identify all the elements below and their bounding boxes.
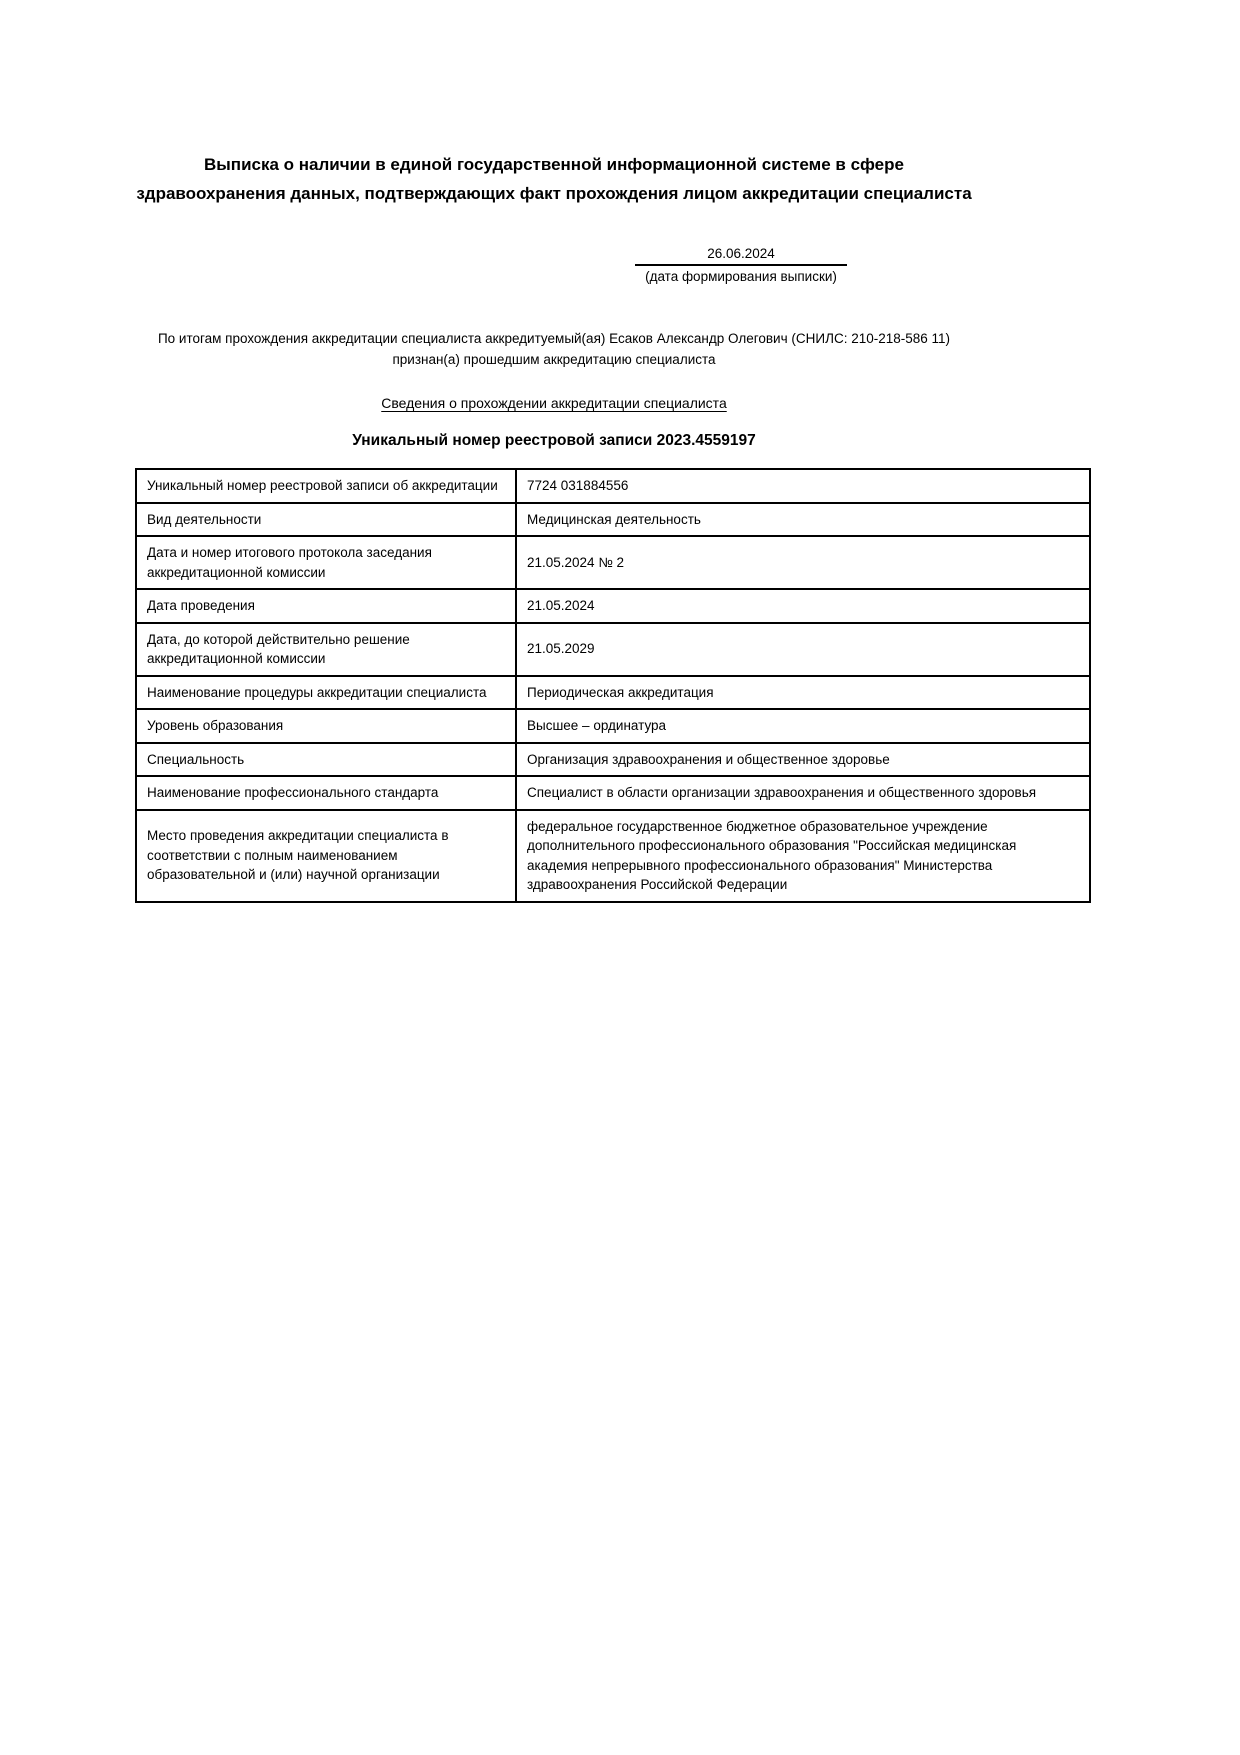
document-title: Выписка о наличии в единой государственной информационной системе в сфере здравоохранения данных, подтверждающих факт прохождения лицом аккредитации специалиста <box>136 155 972 203</box>
row-value: федеральное государственное бюджетное образовательное учреждение дополнительного профессионального образования "Российская медицинская академия непрерывного профессионального образования" Министерства здравоохранения Российской Федерации <box>516 810 1090 902</box>
table-row <box>136 469 1090 503</box>
table-row <box>136 743 1090 777</box>
section-heading: Сведения о прохождении аккредитации специалиста <box>381 395 727 411</box>
accreditation-table-body <box>136 469 1090 902</box>
table-row <box>136 709 1090 743</box>
registry-record-heading: Уникальный номер реестровой записи 2023.4559197 <box>352 432 756 449</box>
row-value: 21.05.2024 № 2 <box>516 536 1090 589</box>
row-value: Высшее – ординатура <box>516 709 1090 743</box>
table-row <box>136 776 1090 810</box>
table-row <box>136 503 1090 537</box>
issue-date-caption: (дата формирования выписки) <box>645 269 837 284</box>
table-row <box>136 623 1090 676</box>
row-value: Специалист в области организации здравоохранения и общественного здоровья <box>516 776 1090 810</box>
row-label: Место проведения аккредитации специалиста в соответствии с полным наименованием образовательной и (или) научной организации <box>136 810 516 902</box>
document-body <box>135 150 973 450</box>
summary-paragraph: По итогам прохождения аккредитации специалиста аккредитуемый(ая) Есаков Александр Олегович (СНИЛС: 210-218-586 11) признан(а) прошедшим аккредитацию специалиста <box>157 331 951 367</box>
row-label: Дата и номер итогового протокола заседания аккредитационной комиссии <box>136 536 516 589</box>
row-value: Медицинская деятельность <box>516 503 1090 537</box>
row-label: Наименование процедуры аккредитации специалиста <box>136 676 516 710</box>
row-value: 7724 031884556 <box>516 469 1090 503</box>
issue-date-block <box>635 246 847 284</box>
row-label: Уровень образования <box>136 709 516 743</box>
row-value: 21.05.2024 <box>516 589 1090 623</box>
row-label: Уникальный номер реестровой записи об аккредитации <box>136 469 516 503</box>
row-label: Специальность <box>136 743 516 777</box>
row-label: Вид деятельности <box>136 503 516 537</box>
table-row <box>136 536 1090 589</box>
row-value: 21.05.2029 <box>516 623 1090 676</box>
accreditation-table <box>135 468 1091 903</box>
row-label: Наименование профессионального стандарта <box>136 776 516 810</box>
row-label: Дата проведения <box>136 589 516 623</box>
row-label: Дата, до которой действительно решение аккредитационной комиссии <box>136 623 516 676</box>
table-row <box>136 810 1090 902</box>
issue-date-value: 26.06.2024 <box>635 246 847 266</box>
table-row <box>136 589 1090 623</box>
row-value: Организация здравоохранения и общественное здоровье <box>516 743 1090 777</box>
row-value: Периодическая аккредитация <box>516 676 1090 710</box>
table-row <box>136 676 1090 710</box>
